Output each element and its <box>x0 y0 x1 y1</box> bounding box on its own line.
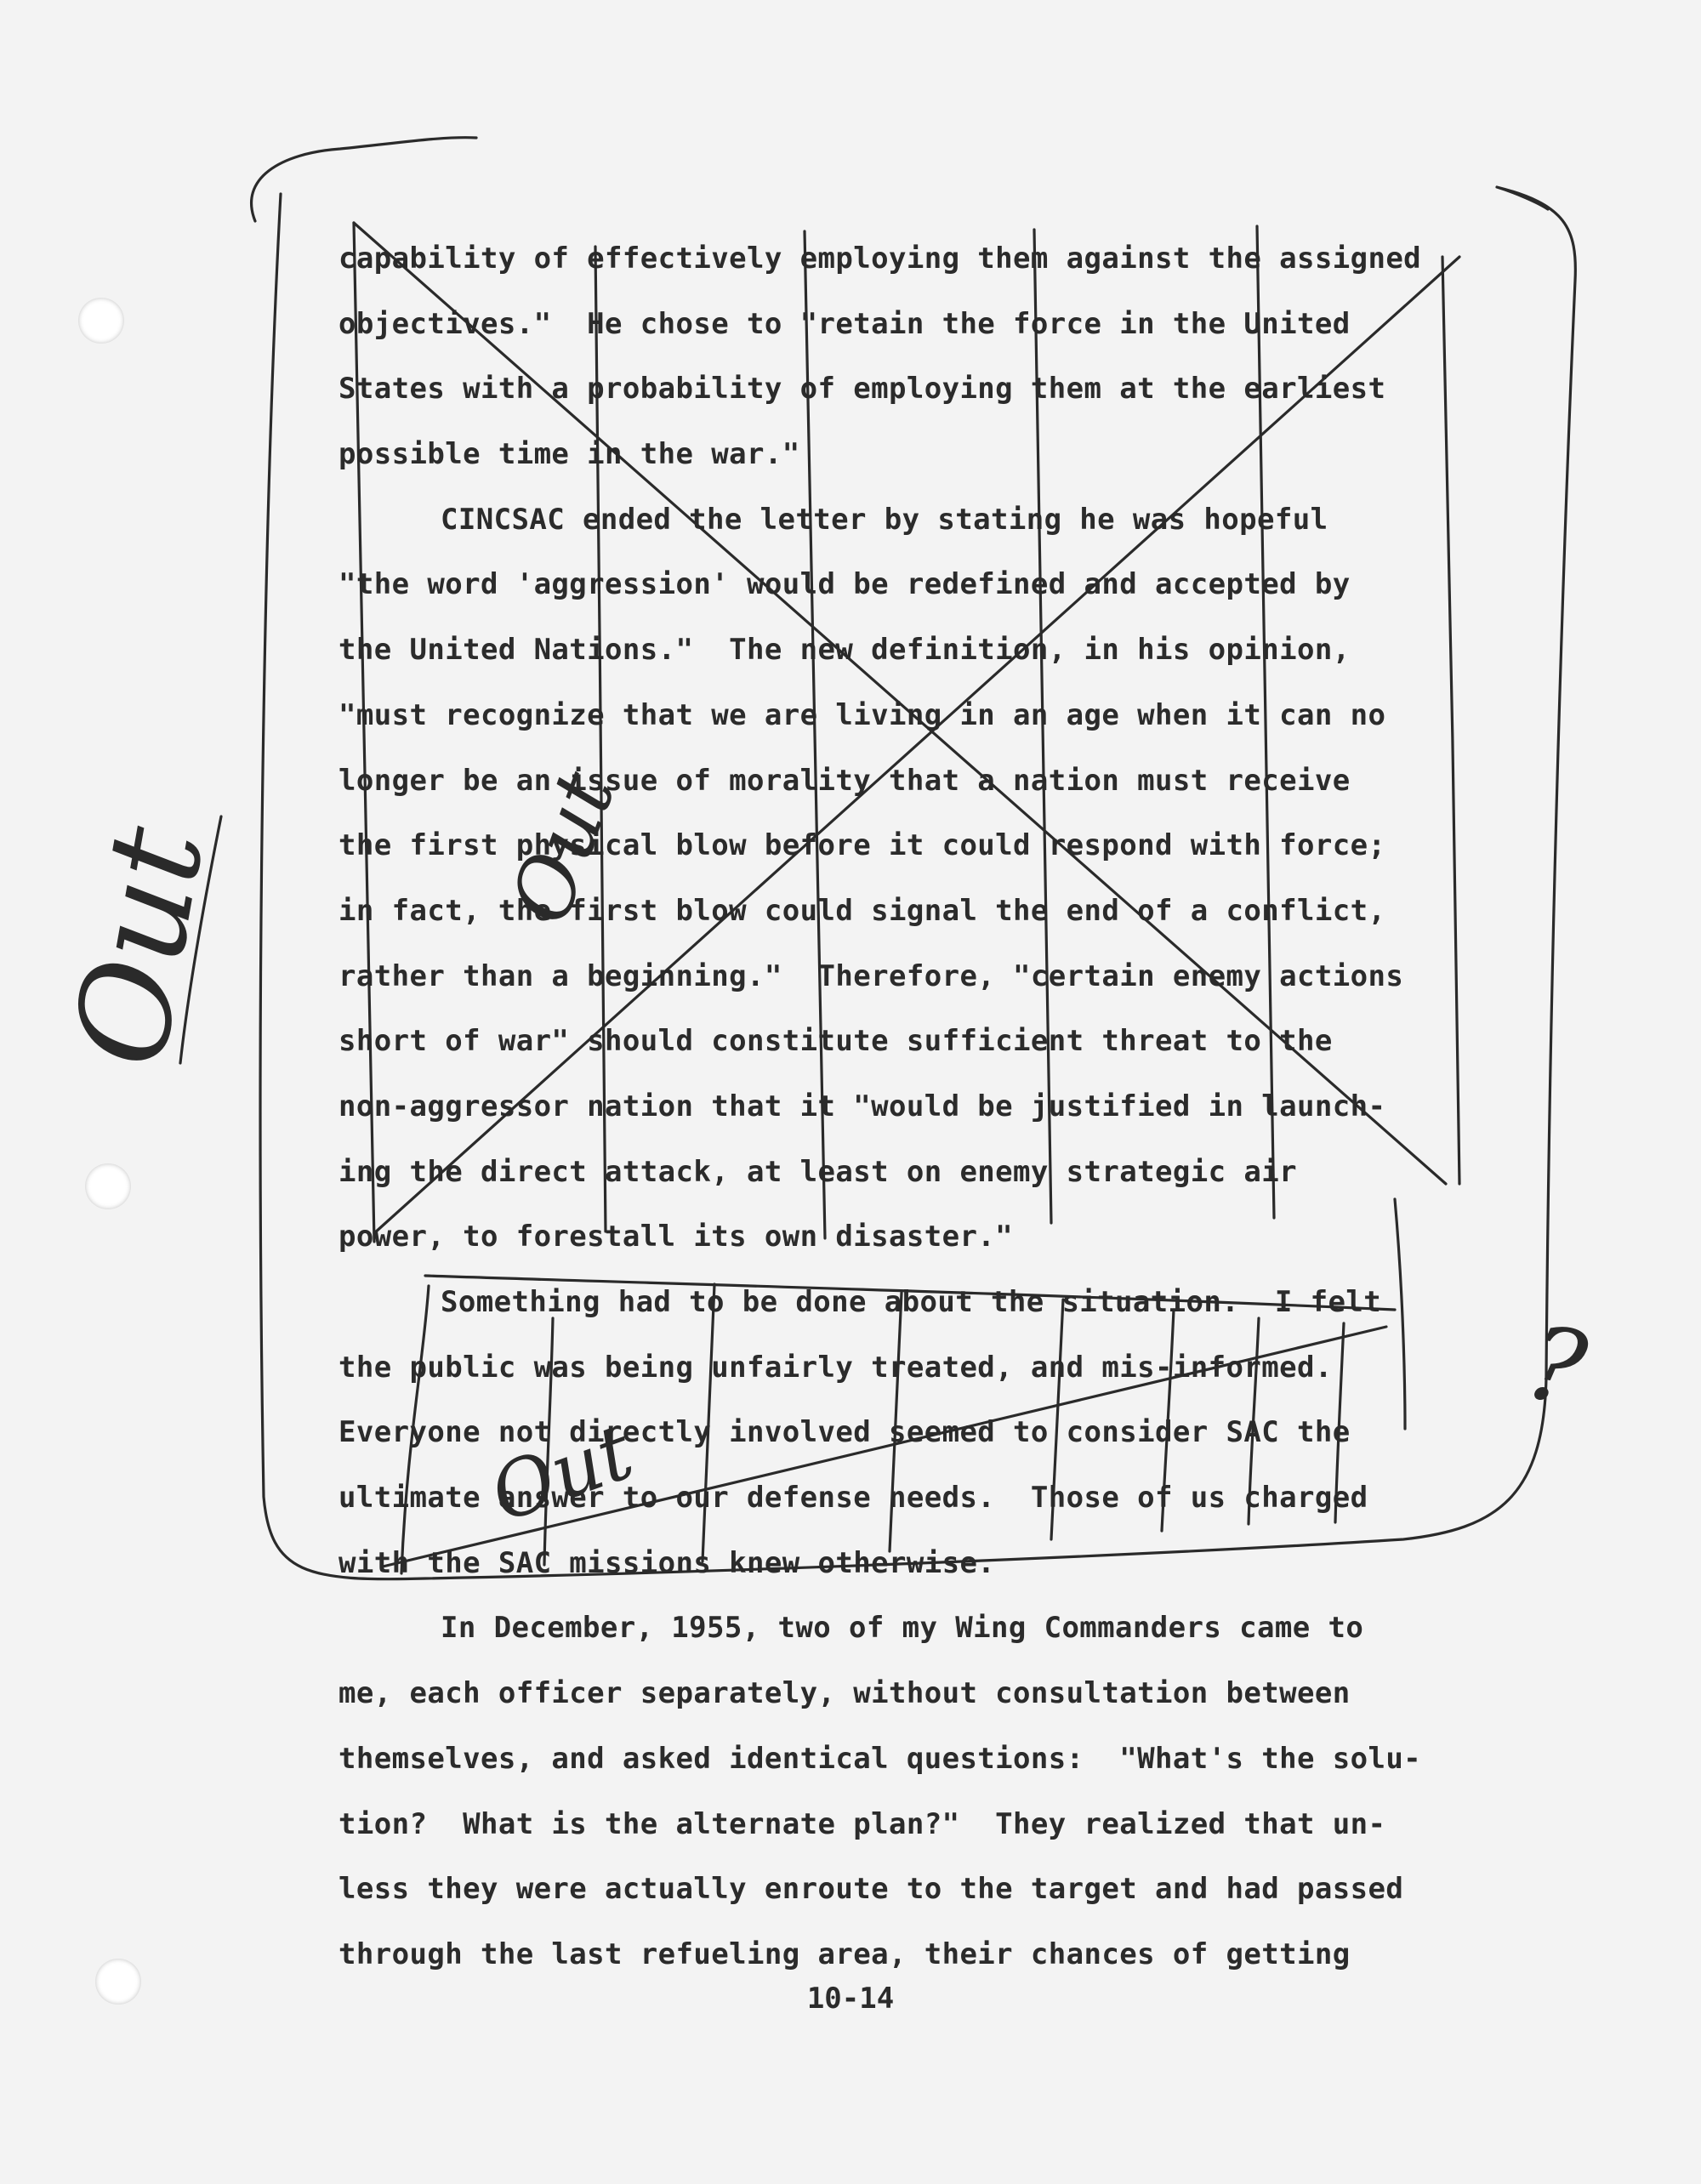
text-line: capability of effectively employing them against the assigned <box>338 242 1422 276</box>
text-line: States with a probability of employing them at the earliest <box>338 372 1386 407</box>
text-line: Something had to be done about the situation. I felt <box>441 1285 1382 1319</box>
text-line: longer be an issue of morality that a nation must receive <box>338 763 1351 798</box>
inner-note-out-2: Out <box>479 1407 645 1540</box>
text-line: "must recognize that we are living in an age when it can no <box>338 697 1386 732</box>
text-line: rather than a beginning." Therefore, "certain enemy actions <box>338 958 1404 993</box>
text-line: me, each officer separately, without consultation between <box>338 1676 1351 1711</box>
margin-note-out: Out <box>46 816 234 1078</box>
text-line: non-aggressor nation that it "would be justified in launch- <box>338 1089 1386 1123</box>
text-line: In December, 1955, two of my Wing Commanders came to <box>441 1611 1364 1646</box>
text-line: CINCSAC ended the letter by stating he was hopeful <box>441 502 1328 537</box>
text-line: the United Nations." The new definition, in his opinion, <box>338 633 1351 668</box>
text-line: ultimate answer to our defense needs. Those of us charged <box>338 1481 1368 1516</box>
text-line: short of war" should constitute sufficient threat to the <box>338 1024 1333 1059</box>
text-line: power, to forestall its own disaster." <box>338 1220 1014 1254</box>
text-line: with the SAC missions knew otherwise. <box>338 1545 996 1580</box>
page-number: 10-14 <box>806 1982 895 2016</box>
text-line: less they were actually enroute to the target and had passed <box>338 1872 1404 1907</box>
text-line: the public was being unfairly treated, and mis-informed. <box>338 1350 1333 1385</box>
text-line: tion? What is the alternate plan?" They realized that un- <box>338 1806 1386 1841</box>
punch-hole-top <box>78 298 124 344</box>
typed-body-text <box>338 226 1529 1988</box>
text-line: Everyone not directly involved seemed to consider SAC the <box>338 1415 1351 1450</box>
text-line: the first physical blow before it could respond with force; <box>338 828 1386 863</box>
text-line: "the word 'aggression' would be redefined and accepted by <box>338 567 1351 602</box>
margin-note-underline <box>180 816 221 1063</box>
question-mark: ? <box>1516 1303 1596 1430</box>
text-line: themselves, and asked identical questions: "What's the solu- <box>338 1741 1422 1776</box>
inner-note-out-1: Out <box>492 759 634 936</box>
text-line: in fact, the first blow could signal the end of a conflict, <box>338 893 1386 928</box>
punch-hole-middle <box>85 1163 131 1209</box>
text-line: through the last refueling area, their chances of getting <box>338 1937 1351 1971</box>
text-line: ing the direct attack, at least on enemy strategic air <box>338 1154 1297 1189</box>
text-line: possible time in the war." <box>338 437 800 472</box>
text-line: objectives." He chose to "retain the force in the United <box>338 306 1351 341</box>
